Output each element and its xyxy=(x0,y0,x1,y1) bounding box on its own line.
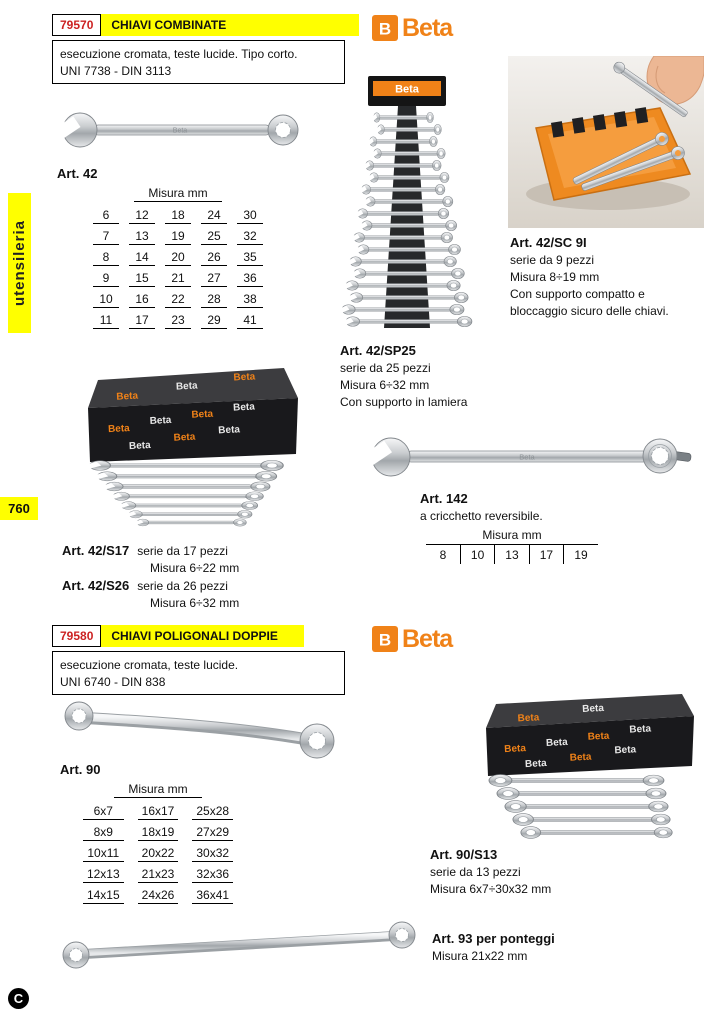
misura-row xyxy=(93,206,263,224)
svg-text:Beta: Beta xyxy=(116,390,139,403)
svg-text:Beta: Beta xyxy=(191,408,214,421)
misura-cell: 18x19 xyxy=(138,823,179,841)
art-142-size-table xyxy=(426,528,598,564)
art-90-s13-label: Art. 90/S13 xyxy=(430,847,498,862)
misura-row xyxy=(83,865,233,883)
art-42-sets-caption xyxy=(62,542,239,612)
misura-cell: 29 xyxy=(201,311,227,329)
misura-cell: 28 xyxy=(201,290,227,308)
misura-cell: 32 xyxy=(237,227,263,245)
size-table-header: Misura mm xyxy=(114,782,201,798)
caption-line: Misura 6÷22 mm xyxy=(150,561,240,576)
art-42-label: Art. 42 xyxy=(57,166,98,181)
misura-row xyxy=(93,311,263,329)
caption-line: serie da 25 pezzi xyxy=(340,361,431,376)
misura-cell: 12x13 xyxy=(83,865,124,883)
misura-cell: 6x7 xyxy=(83,802,124,820)
misura-cell: 26 xyxy=(201,248,227,266)
printer-mark-icon: C xyxy=(8,988,29,1009)
art-42-sp25-caption xyxy=(340,342,467,411)
section2-code: 79580 xyxy=(52,625,101,647)
art-42-sp25-label: Art. 42/SP25 xyxy=(340,343,416,358)
section2-header xyxy=(52,625,304,647)
misura-cell: 30 xyxy=(237,206,263,224)
misura-row xyxy=(83,886,233,904)
svg-text:Beta: Beta xyxy=(233,371,256,384)
size-table-header: Misura mm xyxy=(426,528,598,545)
art-90-s13-caption xyxy=(430,846,551,898)
misura-cell: 6 xyxy=(93,206,119,224)
caption-line: bloccaggio sicuro delle chiavi. xyxy=(510,303,669,318)
svg-text:Beta: Beta xyxy=(587,730,610,743)
caption-line: Misura 6÷32 mm xyxy=(340,377,430,392)
art-42-sc9-caption xyxy=(510,234,669,319)
side-category-label: utensileria xyxy=(11,219,28,307)
stand-sign-text: Beta xyxy=(395,83,419,96)
misura-cell: 11 xyxy=(93,311,119,329)
caption-line: Misura 6÷32 mm xyxy=(150,596,240,611)
art-42-wrench-image xyxy=(55,103,305,158)
art-142-wrench-image xyxy=(362,418,702,490)
section1-code: 79570 xyxy=(52,14,101,36)
misura-cell: 14x15 xyxy=(83,886,124,904)
section1-description xyxy=(52,40,345,84)
misura-row xyxy=(93,269,263,287)
art-42-size-table xyxy=(58,186,298,332)
side-category-strip xyxy=(8,193,31,333)
svg-text:Beta: Beta xyxy=(218,424,241,437)
svg-text:Beta: Beta xyxy=(614,744,637,757)
misura-cell: 17 xyxy=(129,311,155,329)
art-93-wrench-image xyxy=(52,916,424,974)
misura-row xyxy=(93,290,263,308)
art-142-caption xyxy=(420,490,543,525)
misura-cell: 16 xyxy=(129,290,155,308)
wrench-etch-text: Beta xyxy=(519,452,535,462)
art-93-caption xyxy=(432,930,555,965)
misura-cell: 19 xyxy=(165,227,191,245)
misura-cell: 21x23 xyxy=(138,865,179,883)
description-line: esecuzione cromata, teste lucide. Tipo corto. xyxy=(60,47,298,61)
misura-cell: 38 xyxy=(237,290,263,308)
wrench-shaft xyxy=(84,935,394,953)
caption-line: Misura 8÷19 mm xyxy=(510,269,600,284)
misura-cell: 13 xyxy=(495,545,529,564)
misura-cell: 25 xyxy=(201,227,227,245)
misura-cell: 14 xyxy=(129,248,155,266)
caption-line: serie da 17 pezzi xyxy=(137,544,228,558)
art-42-sp25-stand-image xyxy=(332,76,482,334)
svg-text:Beta: Beta xyxy=(503,743,527,756)
section1-header xyxy=(52,14,359,36)
misura-cell: 18 xyxy=(165,206,191,224)
svg-text:Beta: Beta xyxy=(581,702,605,716)
art-142-label: Art. 142 xyxy=(420,491,468,506)
beta-logo-icon xyxy=(372,626,398,652)
misura-row xyxy=(93,248,263,266)
page-number-badge: 760 xyxy=(0,497,38,520)
size-table xyxy=(83,203,273,332)
misura-cell: 12 xyxy=(129,206,155,224)
art-42-sc9-label: Art. 42/SC 9I xyxy=(510,235,587,250)
svg-text:Beta: Beta xyxy=(569,751,592,764)
description-line: UNI 6740 - DIN 838 xyxy=(60,674,166,689)
misura-row xyxy=(93,227,263,245)
misura-cell: 16x17 xyxy=(138,802,179,820)
misura-cell: 13 xyxy=(129,227,155,245)
misura-cell: 17 xyxy=(529,545,563,564)
section2-title: CHIAVI POLIGONALI DOPPIE xyxy=(101,625,304,647)
size-table xyxy=(426,545,598,564)
misura-row xyxy=(83,844,233,862)
art-42-s17-label: Art. 42/S17 xyxy=(62,543,130,558)
description-line: UNI 7738 - DIN 3113 xyxy=(60,63,172,78)
misura-cell: 36x41 xyxy=(192,886,233,904)
caption-line: Con supporto compatto e xyxy=(510,286,645,301)
stand-spine xyxy=(384,106,430,328)
misura-cell: 10 xyxy=(93,290,119,308)
misura-row xyxy=(83,823,233,841)
misura-cell: 32x36 xyxy=(192,865,233,883)
section1-title: CHIAVI COMBINATE xyxy=(101,14,359,36)
caption-line: serie da 26 pezzi xyxy=(137,578,228,593)
beta-logo xyxy=(372,626,452,652)
art-42-set-box-photo xyxy=(58,356,313,538)
svg-text:Beta: Beta xyxy=(517,712,540,725)
misura-cell: 10x11 xyxy=(83,844,124,862)
svg-text:Beta: Beta xyxy=(128,439,151,453)
art-90-label: Art. 90 xyxy=(60,762,101,777)
beta-wordmark: Beta xyxy=(402,13,453,42)
caption-line: Misura 21x22 mm xyxy=(432,949,528,964)
misura-cell: 20 xyxy=(165,248,191,266)
caption-line: Misura 6x7÷30x32 mm xyxy=(430,881,552,896)
misura-row xyxy=(426,545,598,564)
misura-cell: 21 xyxy=(165,269,191,287)
caption-line: serie da 9 pezzi xyxy=(510,253,595,268)
svg-text:Beta: Beta xyxy=(149,414,172,427)
misura-cell: 30x32 xyxy=(192,844,233,862)
art-42-s26-label: Art. 42/S26 xyxy=(62,577,130,593)
beta-logo-icon xyxy=(372,15,398,41)
description-line: esecuzione cromata, teste lucide. xyxy=(60,658,239,672)
art-90-size-table xyxy=(58,782,258,907)
svg-text:Beta: Beta xyxy=(175,380,198,393)
beta-logo-initial: B xyxy=(378,630,392,650)
misura-cell: 8x9 xyxy=(83,823,124,841)
size-table-header: Misura mm xyxy=(134,186,221,202)
misura-cell: 8 xyxy=(439,548,447,562)
misura-cell: 27 xyxy=(201,269,227,287)
art-90-s13-box-photo xyxy=(424,688,704,843)
svg-text:Beta: Beta xyxy=(107,423,131,436)
wrench-etch-text: Beta xyxy=(172,127,188,135)
art-93-label: Art. 93 per ponteggi xyxy=(432,931,555,946)
misura-cell: 35 xyxy=(237,248,263,266)
caption-line: serie da 13 pezzi xyxy=(430,865,521,880)
section2-description xyxy=(52,651,345,695)
misura-cell: 8 xyxy=(93,248,119,266)
misura-cell: 36 xyxy=(237,269,263,287)
beta-logo xyxy=(372,15,452,41)
size-table xyxy=(69,799,247,907)
misura-cell: 41 xyxy=(237,311,263,329)
misura-cell: 7 xyxy=(93,227,119,245)
beta-logo-initial: B xyxy=(378,19,392,39)
misura-cell: 25x28 xyxy=(192,802,233,820)
svg-text:Beta: Beta xyxy=(629,723,652,736)
svg-text:Beta: Beta xyxy=(232,401,256,414)
caption-line: a cricchetto reversibile. xyxy=(420,509,543,524)
beta-wordmark: Beta xyxy=(402,624,453,653)
svg-text:Beta: Beta xyxy=(524,757,547,771)
misura-cell: 27x29 xyxy=(192,823,233,841)
misura-cell: 10 xyxy=(460,545,494,564)
svg-text:Beta: Beta xyxy=(173,431,196,444)
misura-cell: 9 xyxy=(93,269,119,287)
art-42-sc9-photo xyxy=(508,56,704,228)
misura-cell: 20x22 xyxy=(138,844,179,862)
misura-cell: 15 xyxy=(129,269,155,287)
misura-cell: 23 xyxy=(165,311,191,329)
svg-text:Beta: Beta xyxy=(545,736,568,749)
misura-cell: 24 xyxy=(201,206,227,224)
misura-cell: 24x26 xyxy=(138,886,179,904)
art-90-wrench-image xyxy=(55,698,345,760)
misura-cell: 22 xyxy=(165,290,191,308)
misura-row xyxy=(83,802,233,820)
misura-cell: 19 xyxy=(564,545,598,564)
caption-line: Con supporto in lamiera xyxy=(340,394,468,409)
